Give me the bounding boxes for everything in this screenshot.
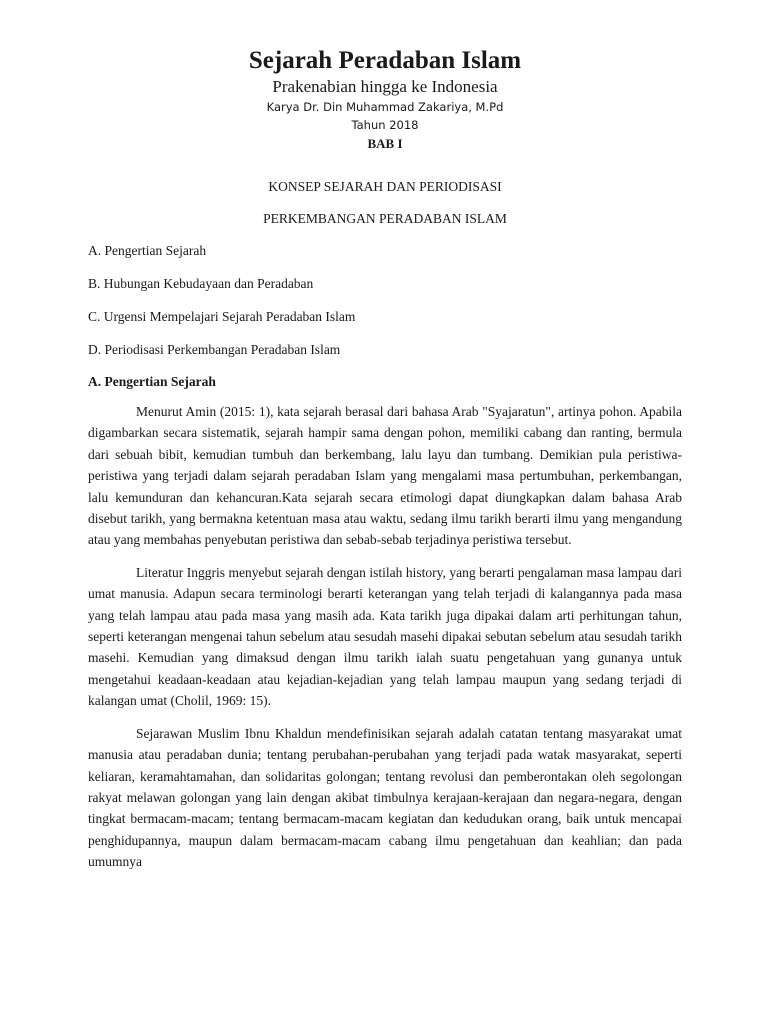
document-author: Karya Dr. Din Muhammad Zakariya, M.Pd — [266, 100, 504, 114]
toc-item: D. Periodisasi Perkembangan Peradaban Islam — [88, 342, 341, 357]
toc-item: B. Hubungan Kebudayaan dan Peradaban — [88, 276, 314, 291]
body-paragraph: Sejarawan Muslim Ibnu Khaldun mendefinisikan sejarah adalah catatan tentang masyarakat umat manusia atau peradaban dunia; tentang perubahan-perubahan yang terjadi pada watak masyarakat, seperti keliaran, keramahtamahan, dan solidaritas golongan; tentang revolusi dan pemberontakan oleh segolongan rakyat melawan golongan yang lain dengan akibat timbulnya kerajaan-kerajaan dan negara-negara, dengan tingkat bermacam-macam; tentang bermacam-macam kegiatan dan kedudukan orang, baik untuk mencapai penghidupannya, maupun dalam bermacam-macam cabang ilmu pengetahuan dan keahlian; dan pada umumnya — [88, 725, 682, 870]
body-paragraph: Menurut Amin (2015: 1), kata sejarah berasal dari bahasa Arab "Syajaratun", artinya pohon. Apabila digambarkan secara sistematik, sejarah hampir sama dengan pohon, memiliki cabang dan ranting, bermula dari sebuah bibit, kemudian tumbuh dan berkembang, lalu layu dan tumbang. Demikian pula peristiwa-peristiwa yang terjadi dalam sejarah peradaban Islam yang mengalami masa pertumbuhan, perkembangan, lalu kemunduran dan kehancuran.Kata sejarah secara etimologi dapat diungkapkan dalam bahasa Arab disebut tarikh, yang bermakna ketentuan masa atau waktu, sedang ilmu tarikh berarti ilmu yang mengandung atau yang membahas penyebutan peristiwa dan sebab-sebab terjadinya peristiwa tersebut. — [88, 404, 682, 548]
section-title: A. Pengertian Sejarah — [88, 374, 216, 389]
body-paragraph: Literatur Inggris menyebut sejarah dengan istilah history, yang berarti pengalaman masa lampau dari umat manusia. Adapun secara terminologi berarti keterangan yang telah terjadi di kalangannya pada masa yang telah lampau atau pada masa yang masih ada. Kata tarikh juga dipakai dalam arti perhitungan tahun, seperti keterangan mengenai tahun sebelum atau sesudah masehi dipakai sebutan sebelum atau sesudah tarikh masehi. Kemudian yang dimaksud dengan ilmu tarikh ialah suatu pengetahuan yang gunanya untuk mengetahui keadaan-keadaan atau kejadian-kejadian yang telah lampau maupun yang sedang terjadi di kalangan umat (Cholil, 1969: 15). — [88, 564, 682, 709]
document-subtitle: Prakenabian hingga ke Indonesia — [272, 77, 498, 96]
chapter-heading-line1: KONSEP SEJARAH DAN PERIODISASI — [268, 179, 502, 194]
toc-item: A. Pengertian Sejarah — [88, 243, 207, 258]
chapter-label: BAB I — [367, 136, 403, 151]
document-year: Tahun 2018 — [351, 118, 419, 132]
toc-item: C. Urgensi Mempelajari Sejarah Peradaban Islam — [88, 309, 356, 324]
document-title: Sejarah Peradaban Islam — [248, 47, 522, 74]
chapter-heading-line2: PERKEMBANGAN PERADABAN ISLAM — [263, 211, 507, 226]
table-of-contents — [88, 242, 682, 359]
